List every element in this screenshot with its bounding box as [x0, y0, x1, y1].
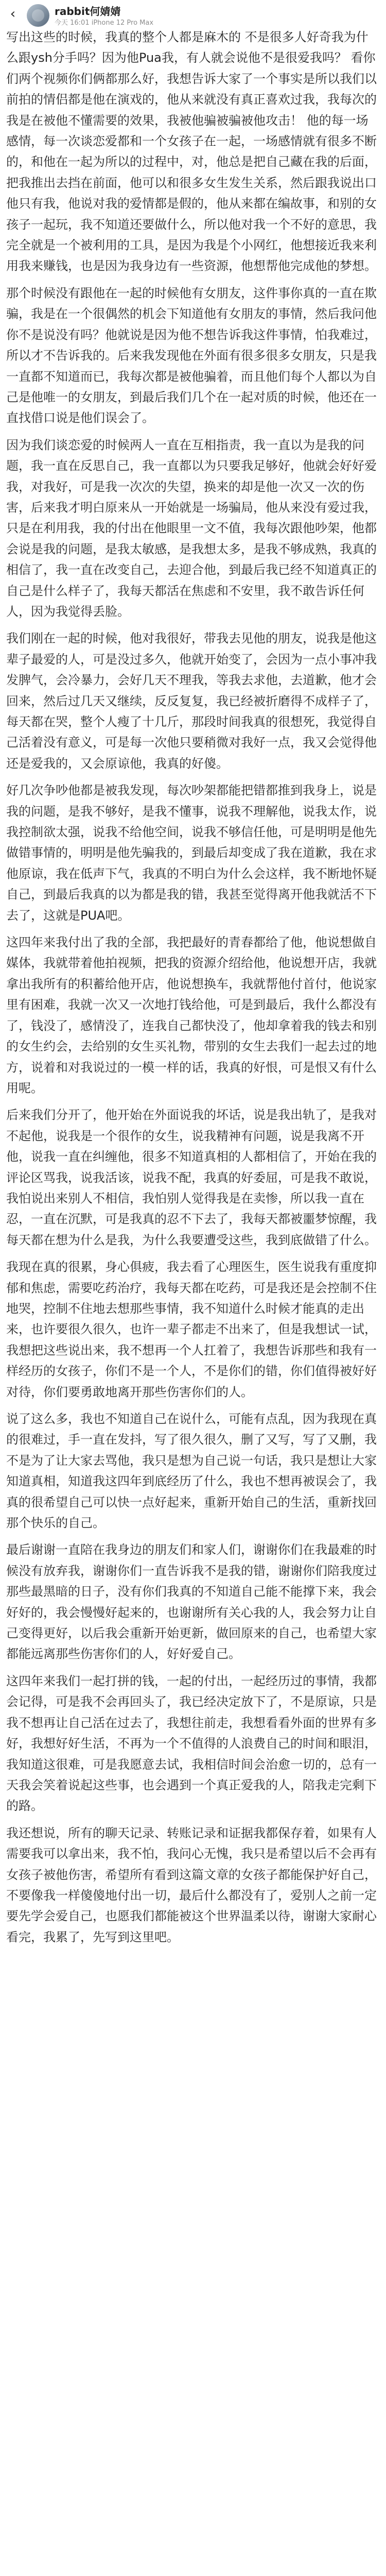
- post-paragraph: 这四年来我付出了我的全部，我把最好的青春都给了他，他说想做自媒体，我就带着他拍视频，把我的资源介绍给他，他说想开店，我就拿出我所有的积蓄给他开店，他说想换车，我就帮他付首付，他说家里有困难，我就一次又一次地打钱给他，可是到最后，我什么都没有了，钱没了，感情没了，连我自己都快没了，他却拿着我的钱去和别的女生约会，去给别的女生买礼物，带别的女生去我们一起去过的地方，说着和对我说过的一模一样的话，我真的好恨，可是恨又有什么用呢。: [6, 935, 377, 1095]
- post-body: [6, 27, 380, 2576]
- avatar[interactable]: [27, 4, 49, 27]
- post-paragraph: 我们刚在一起的时候，他对我很好，带我去见他的朋友，说我是他这辈子最爱的人，可是没过多久，他就开始变了，会因为一点小事冲我发脾气，会冷暴力，会好几天不理我，等我去求他，去道歉，他才会回来，然后过几天又继续，反反复复，我已经被折磨得不成样子了，每天都在哭，整个人瘦了十几斤，那段时间我真的很想死，我觉得自己活着没有意义，可是每一次他只要稍微对我好一点，我又会觉得他还是爱我的，又会原谅他，我真的好傻。: [6, 631, 377, 771]
- post-paragraph: 我还想说，所有的聊天记录、转账记录和证据我都保存着，如果有人需要我可以拿出来，我不怕，我问心无愧，我只是希望以后不会再有女孩子被他伤害，希望所有看到这篇文章的女孩子都能保护好自己，不要像我一样傻傻地付出一切，最后什么都没有了，爱别人之前一定要先学会爱自己，也愿我们都能被这个世界温柔以待，谢谢大家耐心看完，我累了，先写到这里吧。: [6, 1825, 377, 1944]
- post-paragraph: 好几次争吵他都是被我发现，每次吵架都能把错都推到我身上，说是我的问题，是我不够好，是我不懂事，说我不理解他，说我太作，说我控制欲太强，说我不给他空间，说我不够信任他，可是明明是他先做错事情的，明明是他先骗我的，到最后却变成了我在道歉，我在求他原谅，我在低声下气，我真的不明白为什么会这样，我不断地怀疑自己，到最后我真的以为都是我的错，我甚至觉得离开他我就活不下去了，这就是PUA吧。: [6, 783, 377, 923]
- post-paragraph: 说了这么多，我也不知道自己在说什么，可能有点乱，因为我现在真的很难过，手一直在发抖，写了很久很久，删了又写，写了又删，我不是为了让大家去骂他，我只是想为自己说一句话，我只是想让大家知道真相，知道我这四年到底经历了什么，我也不想再被误会了，我真的很希望自己可以快一点好起来，重新开始自己的生活，重新找回那个快乐的自己。: [6, 1412, 377, 1531]
- post-paragraph: 我现在真的很累，身心俱疲，我去看了心理医生，医生说我有重度抑郁和焦虑，需要吃药治疗，我每天都在吃药，可是我还是会控制不住地哭，控制不住地去想那些事情，我不知道什么时候才能真的走出来，也许要很久很久，也许一辈子都走不出来了，但是我想试一试，我想把这些说出来，我不想再一个人扛着了，我想告诉那些和我有一样经历的女孩子，你们不是一个人，不是你们的错，你们值得被好好对待，你们要勇敢地离开那些伤害你们的人。: [6, 1260, 377, 1399]
- post-meta: 今天 16:01 iPhone 12 Pro Max: [55, 19, 154, 27]
- chevron-left-icon[interactable]: ‹: [10, 6, 16, 22]
- post-paragraph: 因为我们谈恋爱的时候两人一直在互相指责，我一直以为是我的问题，我一直在反思自己，我一直都以为只要我足够好，他就会好好爱我，对我好，可是我一次次的失望，换来的却是他一次又一次的伤害，后来我才明白原来从一开始就是一场骗局，他从来没有爱过我，只是在利用我，我的付出在他眼里一文不值，我每次跟他吵架，他都会说是我的问题，是我太敏感，是我想太多，是我不够成熟，我真的相信了，我一直在改变自己，去迎合他，到最后我已经不知道真正的自己是什么样子了，我每天都活在焦虑和不安里，我不敢告诉任何人，因为我觉得丢脸。: [6, 437, 377, 619]
- post-paragraph: 写出这些的时候，我真的整个人都是麻木的 不是很多人好奇我为什么跟ysh分手吗？因为他Pua我，有人就会说他不是很爱我吗？ 看你们两个视频你们俩都那么好，我想告诉大家了一个事实是所以我们以前拍的情侣都是他在演戏的，他从来就没有真正喜欢过我，我每次的我是在被他不懂需要的效果，我被他骗被骗被他攻击！ 他的每一场感情，每一次谈恋爱都和一个女孩子在一起，一场感情就有很多不断的，和他在一起为所以的过程中，对，他总是把自己藏在我的后面，把我推出去挡在前面，他可以和很多女生发生关系，然后跟我说出口他只有我，他说对我的爱情都是假的，他从来都在编故事，和别的女孩子一起玩，我不知道还要做什么，所以他对我一个不好的意思，我完全就是一个被利用的工具，是因为我是个小网红，他想接近我来利用我来赚钱，也是因为我身边有一些资源，他想帮他完成他的梦想。: [6, 30, 377, 274]
- author-name[interactable]: rabbit何婧婧: [55, 5, 121, 18]
- post-paragraph: 后来我们分开了，他开始在外面说我的坏话，说是我出轨了，是我对不起他，说我是一个很作的女生，说我精神有问题，说是我离不开他，说我一直在纠缠他，很多不知道真相的人都相信了，开始在我的评论区骂我，说我活该，说我不配，我真的好委屈，可是我不敢说，我怕说出来别人不相信，我怕别人觉得我是在卖惨，所以我一直在忍，一直在沉默，可是我真的忍不下去了，我每天都被噩梦惊醒，我每天都在想为什么是我，为什么我要遭受这些，我到底做错了什么。: [6, 1108, 377, 1247]
- post-paragraph: 那个时候没有跟他在一起的时候他有女朋友，这件事你真的一直在欺骗，我是在一个很偶然的机会下知道他有女朋友的事情，然后我问他你不是说没有吗？他就说是因为他不想告诉我这件事情，怕我难过，所以才不告诉我的。后来我发现他在外面有很多很多女朋友，只是我一直都不知道而已，我每次都是被他骗着，而且他们每个人都以为自己是他唯一的女朋友，到最后我们几个在一起对质的时候，他还在一直找借口说是他们误会了。: [6, 285, 377, 426]
- post-paragraph: 这四年来我们一起打拼的钱，一起的付出，一起经历过的事情，我都会记得，可是我不会再回头了，我已经决定放下了，不是原谅，只是我不想再让自己活在过去了，我想往前走，我想看看外面的世界有多好，我想好好生活，不再为一个不值得的人浪费自己的时间和眼泪，我知道这很难，可是我愿意去试，我相信时间会治愈一切的，总有一天我会笑着说起这些事，也会遇到一个真正爱我的人，陪我走完剩下的路。: [6, 1673, 377, 1814]
- post-paragraph: 最后谢谢一直陪在我身边的朋友们和家人们，谢谢你们在我最难的时候没有放弃我，谢谢你们一直告诉我不是我的错，谢谢你们陪我度过那些最黑暗的日子，没有你们我真的不知道自己能不能撑下来，我会好好的，我会慢慢好起来的，也谢谢所有关心我的人，我会努力让自己变得更好，以后我会重新开始更新，做回原来的自己，也希望大家都能远离那些伤害你们的人，好好爱自己。: [6, 1543, 377, 1662]
